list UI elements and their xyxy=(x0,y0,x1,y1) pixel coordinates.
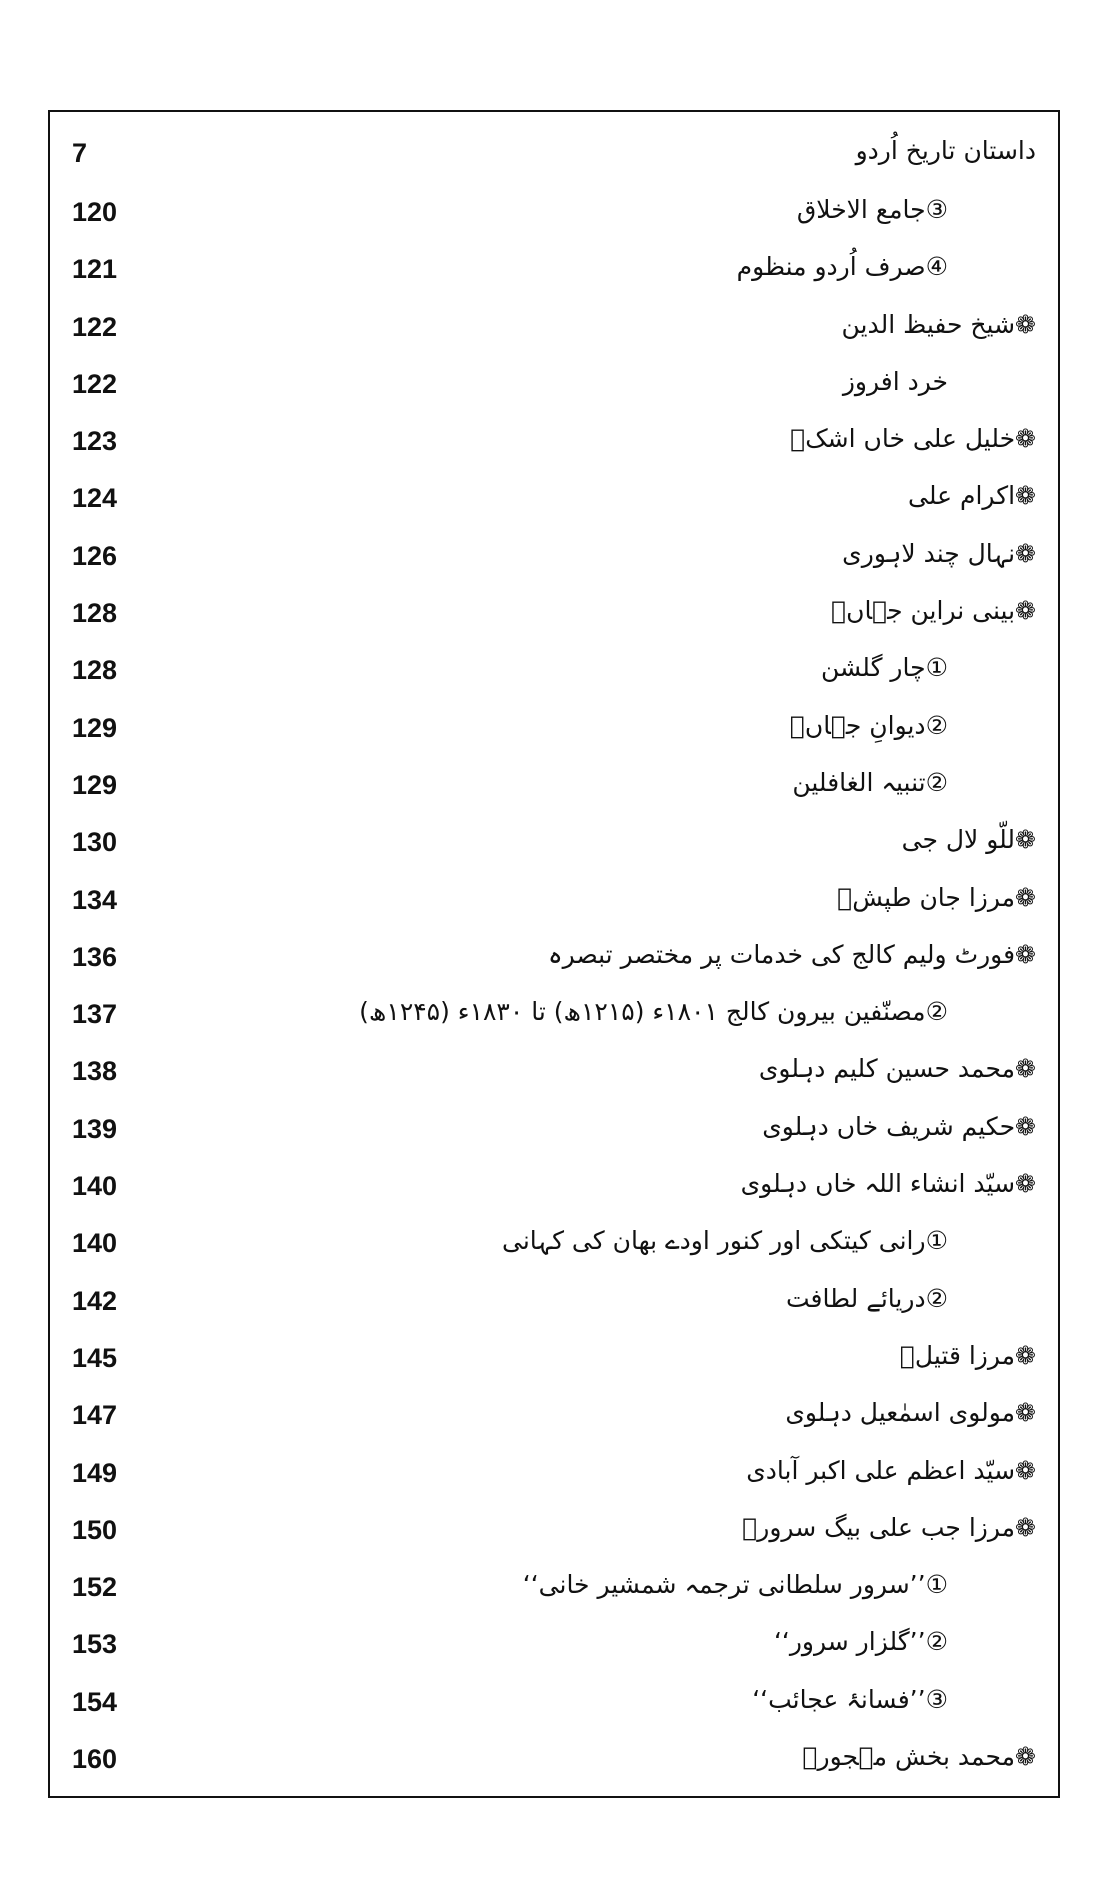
toc-entry-title xyxy=(790,424,1036,453)
toc-entry-page: 149 xyxy=(72,1457,118,1488)
toc-entry-title-text: ’’فسانۂ عجائب‘‘ xyxy=(752,1684,926,1714)
toc-entry-page: 150 xyxy=(72,1514,118,1545)
circled-number-marker: ① xyxy=(925,1570,948,1600)
toc-entry xyxy=(50,1161,1058,1218)
toc-entry-title xyxy=(902,825,1036,854)
toc-entry-title xyxy=(523,1570,948,1599)
toc-entry-title xyxy=(746,1456,1036,1485)
toc-entry-title-text: مصنّفین بیرون کالج ۱۸۰۱ء (۱۲۱۵ھ) تا ۱۸۳۰ء (۱۲۴۵ھ) xyxy=(359,997,926,1027)
toc-entry-title-text: نہال چند لاہوری xyxy=(842,538,1016,568)
toc-entry-title xyxy=(741,1169,1036,1198)
toc-entry xyxy=(50,1390,1058,1447)
toc-entry-page: 128 xyxy=(72,655,118,686)
toc-entry-page: 130 xyxy=(72,827,118,858)
circled-number-marker: ② xyxy=(925,1283,948,1313)
toc-entry-title-text: سیّد اعظم علی اکبر آبادی xyxy=(746,1455,1016,1485)
flower-bullet-icon: ❁ xyxy=(1015,1398,1036,1428)
toc-entry xyxy=(50,875,1058,932)
toc-entry-page: 160 xyxy=(72,1744,118,1775)
toc-entry-title-text: محمد حسین کلیم دہلوی xyxy=(758,1054,1016,1084)
toc-entry xyxy=(50,1333,1058,1390)
toc-entry xyxy=(50,1104,1058,1161)
circled-number-marker: ④ xyxy=(925,252,948,282)
toc-entry-page: 154 xyxy=(72,1686,118,1717)
toc-entry-title xyxy=(792,768,948,797)
toc-entry-title xyxy=(837,883,1036,912)
toc-entry-page: 138 xyxy=(72,1056,118,1087)
toc-entry xyxy=(50,187,1058,244)
toc-entry-page: 129 xyxy=(72,712,118,743)
toc-entry xyxy=(50,1677,1058,1734)
flower-bullet-icon: ❁ xyxy=(1015,1111,1036,1141)
toc-entry-page: 122 xyxy=(72,368,118,399)
toc-entry xyxy=(50,817,1058,874)
toc-entry-page: 121 xyxy=(72,254,118,285)
toc-entry xyxy=(50,1276,1058,1333)
toc-entry-page: 122 xyxy=(72,311,118,342)
toc-entry-page: 140 xyxy=(72,1171,118,1202)
toc-entry xyxy=(50,302,1058,359)
toc-entry xyxy=(50,359,1058,416)
flower-bullet-icon: ❁ xyxy=(1015,1054,1036,1084)
toc-entry-title xyxy=(786,1284,948,1313)
toc-entry-title-text: ’’گلزار سرور‘‘ xyxy=(773,1627,926,1657)
flower-bullet-icon: ❁ xyxy=(1015,596,1036,626)
toc-entry-page: 126 xyxy=(72,540,118,571)
toc-entry-title-text: ’’سرور سلطانی ترجمہ شمشیر خانی‘‘ xyxy=(522,1570,926,1600)
toc-entry-title xyxy=(759,1054,1036,1083)
circled-number-marker: ② xyxy=(925,997,948,1027)
toc-entry-page: 120 xyxy=(72,197,118,227)
toc-entry-title-text: رانی کیتکی اور کنور اودے بھان کی کہانی xyxy=(502,1226,926,1256)
toc-entry xyxy=(50,244,1058,301)
toc-entry-title xyxy=(803,1742,1036,1771)
flower-bullet-icon: ❁ xyxy=(1015,1512,1036,1542)
flower-bullet-icon: ❁ xyxy=(1015,1742,1036,1772)
toc-entry xyxy=(50,760,1058,817)
table-of-contents xyxy=(50,187,1058,1791)
circled-number-marker: ② xyxy=(925,767,948,797)
toc-entry-page: 129 xyxy=(72,769,118,800)
circled-number-marker: ③ xyxy=(925,1684,948,1714)
toc-entry xyxy=(50,473,1058,530)
book-title: داستان تاریخ اُردو xyxy=(855,136,1036,165)
toc-entry-title xyxy=(841,310,1036,339)
toc-entry-page: 142 xyxy=(72,1285,118,1316)
toc-entry-title-text: مرزا جان طپشؔ xyxy=(837,882,1016,912)
toc-entry-title-text: دیوانِ جہاںؔ xyxy=(789,710,926,740)
toc-entry-title-text: تنبیہ الغافلین xyxy=(792,767,926,797)
toc-entry-title xyxy=(900,1341,1036,1370)
toc-entry-title xyxy=(908,481,1036,510)
toc-entry-page: 123 xyxy=(72,426,118,457)
toc-entry xyxy=(50,1734,1058,1791)
toc-entry-title-text: چار گلشن xyxy=(820,653,926,683)
flower-bullet-icon: ❁ xyxy=(1015,825,1036,855)
toc-entry-title-text: جامع الاخلاق xyxy=(796,195,926,224)
toc-entry xyxy=(50,703,1058,760)
toc-entry xyxy=(50,1619,1058,1676)
toc-entry-page: 147 xyxy=(72,1400,118,1431)
toc-entry xyxy=(50,1562,1058,1619)
circled-number-marker: ① xyxy=(925,1226,948,1256)
toc-entry-title xyxy=(548,940,1036,969)
flower-bullet-icon: ❁ xyxy=(1015,1169,1036,1199)
flower-bullet-icon: ❁ xyxy=(1015,1455,1036,1485)
toc-entry-title xyxy=(742,1513,1036,1542)
toc-entry xyxy=(50,1218,1058,1275)
flower-bullet-icon: ❁ xyxy=(1015,1340,1036,1370)
flower-bullet-icon: ❁ xyxy=(1015,481,1036,511)
toc-entry xyxy=(50,1448,1058,1505)
flower-bullet-icon: ❁ xyxy=(1015,939,1036,969)
toc-entry-title-text: خلیل علی خاں اشکؔ xyxy=(790,424,1016,454)
toc-entry xyxy=(50,588,1058,645)
running-header xyxy=(50,130,1058,180)
toc-entry-title-text: مرزا قتیلؔ xyxy=(899,1340,1016,1370)
toc-entry-title xyxy=(831,596,1036,625)
toc-entry-title-text: سیّد انشاء اللہ خاں دہلوی xyxy=(740,1169,1016,1199)
toc-entry-title xyxy=(762,1112,1036,1141)
toc-entry-title-text: محمد بخش مہجورؔ xyxy=(802,1742,1016,1772)
circled-number-marker: ② xyxy=(925,1627,948,1657)
toc-entry xyxy=(50,1046,1058,1103)
toc-entry-title-text: خرد افروز xyxy=(842,366,948,396)
toc-entry-title xyxy=(774,1627,948,1656)
toc-entry-page: 134 xyxy=(72,884,118,915)
page-frame xyxy=(48,110,1060,1798)
toc-entry-title-text: شیخ حفیظ الدین xyxy=(841,309,1016,339)
toc-entry-title xyxy=(797,195,948,224)
toc-entry-title xyxy=(502,1226,948,1255)
toc-entry-title xyxy=(752,1685,948,1714)
toc-entry-title-text: للّو لال جی xyxy=(901,825,1016,855)
toc-entry xyxy=(50,645,1058,702)
toc-entry xyxy=(50,989,1058,1046)
toc-entry xyxy=(50,932,1058,989)
flower-bullet-icon: ❁ xyxy=(1015,424,1036,454)
toc-entry-title xyxy=(737,252,948,281)
toc-entry-title-text: فورٹ ولیم کالج کی خدمات پر مختصر تبصرہ xyxy=(548,939,1016,969)
toc-entry-title-text: بینی نراین جہاںؔ xyxy=(831,596,1016,626)
circled-number-marker: ③ xyxy=(925,195,948,224)
toc-entry-title-text: صرف اُردو منظوم xyxy=(736,252,926,282)
toc-entry-page: 139 xyxy=(72,1113,118,1144)
toc-entry-title xyxy=(785,1398,1036,1427)
toc-entry-title-text: دریائے لطافت xyxy=(786,1283,926,1313)
toc-entry-title-text: حکیم شریف خاں دہلوی xyxy=(762,1111,1016,1141)
flower-bullet-icon: ❁ xyxy=(1015,309,1036,339)
toc-entry-title-text: اکرام علی xyxy=(908,481,1016,511)
toc-entry-page: 152 xyxy=(72,1572,118,1603)
toc-entry-title xyxy=(842,539,1036,568)
toc-entry-title xyxy=(821,653,948,682)
toc-entry-title-text: مرزا جب علی بیگ سرورؔ xyxy=(742,1512,1016,1542)
flower-bullet-icon: ❁ xyxy=(1015,538,1036,568)
toc-entry-page: 140 xyxy=(72,1228,118,1259)
toc-entry-page: 137 xyxy=(72,999,118,1030)
toc-entry-page: 136 xyxy=(72,941,118,972)
toc-entry-title-text: مولوی اسمٰعیل دہلوی xyxy=(785,1398,1016,1428)
toc-entry-page: 124 xyxy=(72,483,118,514)
toc-entry-title xyxy=(359,997,948,1026)
toc-entry-page: 153 xyxy=(72,1629,118,1660)
toc-entry-page: 145 xyxy=(72,1342,118,1373)
toc-entry-title xyxy=(790,711,948,740)
toc-entry xyxy=(50,1505,1058,1562)
flower-bullet-icon: ❁ xyxy=(1015,882,1036,912)
circled-number-marker: ① xyxy=(925,653,948,683)
toc-entry xyxy=(50,531,1058,588)
page-number: 7 xyxy=(72,138,88,168)
toc-entry xyxy=(50,416,1058,473)
toc-entry-title xyxy=(843,367,948,396)
circled-number-marker: ② xyxy=(925,710,948,740)
toc-entry-page: 128 xyxy=(72,598,118,629)
